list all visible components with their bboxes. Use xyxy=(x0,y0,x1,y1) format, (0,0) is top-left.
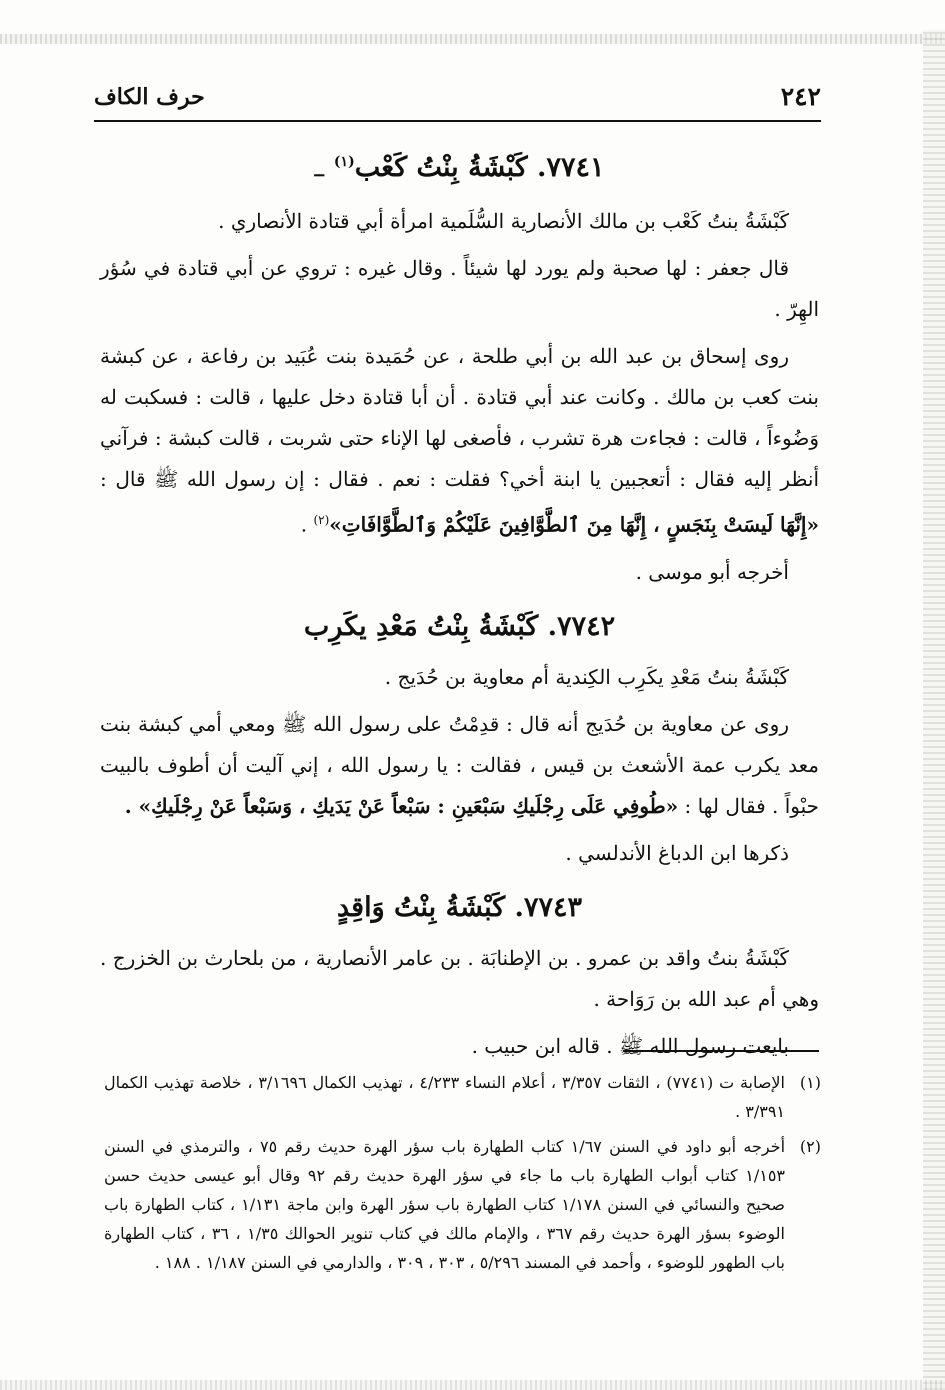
hadith-quote: «إِنَّهَا لَيسَتْ بِنَجَسٍ ، إِنَّهَا مِنَ ٱلطَّوَّافِينَ عَلَيْكُمْ وَٱلطَّوَّافَاتِ» xyxy=(329,512,819,537)
running-title: حرف الكاف xyxy=(94,84,205,110)
footnotes xyxy=(104,1068,821,1283)
entry-paragraph xyxy=(100,704,819,827)
hadith-quote: «طُوفِي عَلَى رِجْلَيكِ سَبْعَينِ : سَبْعاً عَنْ يَدَيكِ ، وَسَبْعاً عَنْ رِجْلَيكِ» . xyxy=(124,793,679,818)
entry-paragraph: كَبْشَةُ بنتُ مَعْدِ يكَرِب الكِندية أم معاوية بن حُدَيج . xyxy=(384,664,789,689)
footnote-number: (٢) xyxy=(799,1137,821,1156)
scan-edge-top xyxy=(0,34,945,44)
entry-paragraph: كَبْشَةُ بنتُ واقد بن عمرو . بن الإطنابَة . بن عامر الأنصارية ، من بلحارث بن الخزرج . وهي أم عبد الله بن رَوَاحة . xyxy=(100,945,819,1011)
entry-paragraph: كَبْشَةُ بنتُ كَعْب بن مالك الأنصارية السُّلَمية امرأة أبي قتادة الأنصاري . xyxy=(218,209,789,233)
entry-paragraph: أخرجه أبو موسى . xyxy=(635,559,789,584)
scan-edge-bottom xyxy=(0,1380,945,1390)
entry-paragraph: روى إسحاق بن عبد الله بن أبي طلحة ، عن حُمَيدة بنت عُبَيد بن رفاعة ، عن كبشة بنت كعب بن مالك . وكانت عند أبي قتادة . أن أبا قتادة دخل عليها ، قالت : فسكبت له وَضُوءاً ، قالت : فجاءت هرة تشرب ، فأصغى لها الإناء حتى شربت ، قالت كبشة : فرآني أنظر إليه فقال : أتعجبين يا ابنة أخي؟ فقلت : نعم . فقال : إن رسول الله ﷺ قال : «إِنَّهَا لَيسَتْ بِنَجَسٍ ، إِنَّهَا مِنَ ٱلطَّوَّافِينَ عَلَيْكُمْ وَٱلطَّوَّافَاتِ»$^{(٢)}$ . xyxy=(100,344,819,537)
footnote-text: الإصابة ت (٧٧٤١) ، الثقات ٣/٣٥٧ ، أعلام النساء ٤/٢٣٣ ، تهذيب الكمال ٣/١٦٩٦ ، خلاصة تهذيب الكمال ٣/٣٩١ . xyxy=(104,1073,786,1121)
entry-paragraph: بايعت رسول الله ﷺ . قاله ابن حبيب . xyxy=(471,1033,789,1058)
entry-paragraph: قال جعفر : لها صحبة ولم يورد لها شيئاً . وقال غيره : تروي عن أبي قتادة في سُؤر الهِرّ . xyxy=(100,256,819,321)
page-header xyxy=(94,80,821,122)
footnote xyxy=(104,1132,821,1277)
entry-title: ٧٧٤٢. كَبْشَةُ بِنْتُ مَعْدِ يكَرِب xyxy=(303,610,616,642)
footnote-text: أخرجه أبو داود في السنن ١/٦٧ كتاب الطهارة باب سؤر الهرة حديث رقم ٧٥ ، والترمذي في السنن ١/١٥٣ كتاب أبواب الطهارة باب ما جاء في سؤر الهرة حديث رقم ٩٢ وقال أبو عيسى حديث حسن صحيح والنسائي في السنن ١/١٧٨ كتاب الطهارة باب سؤر الهرة وابن ماجة ١/١٣١ ، كتاب الطهارة باب الوضوء بسؤر الهرة حديث رقم ٣٦٧ ، والإمام مالك في كتاب تنوير الحوالك ١/٣٥ ، ٣٦ ، كتاب الطهارة باب الطهور للوضوء ، وأحمد في المسند ٥/٢٩٦ ، ٣٠٣ ، ٣٠٩ ، والدارمي في السنن ١/١٨٧ . ١٨٨ . xyxy=(104,1137,786,1272)
footnote-marker: (٢) xyxy=(313,513,330,527)
footnote-marker: (١) xyxy=(333,154,355,170)
entry-title xyxy=(100,140,819,193)
footnote-divider xyxy=(623,1050,819,1052)
entry-title: ٧٧٤٣. كَبْشَةُ بِنْتُ وَاقِدٍ xyxy=(337,891,582,923)
footnote-number: (١) xyxy=(799,1073,821,1092)
narration-text: روى عن معاوية بن حُدَيج أنه قال : قدِمْتُ على رسول الله ﷺ ومعي أمي كبشة بنت معد يكرب عمة الأشعث بن قيس ، فقالت : يا رسول الله ، إني آليت أن أطوف بالبيت حبْواً . فقال لها : xyxy=(100,711,819,818)
scan-edge-right xyxy=(923,30,945,1390)
title-suffix: ــ xyxy=(314,161,324,180)
page-number: ٢٤٢ xyxy=(780,82,821,111)
entry-paragraph: ذكرها ابن الدباغ الأندلسي . xyxy=(565,840,789,865)
entry-title-text: ٧٧٤١. كَبْشَةُ بِنْتُ كَعْب xyxy=(354,152,605,183)
footnote xyxy=(104,1068,821,1126)
page-body xyxy=(100,128,819,1067)
narration-text: روى إسحاق بن عبد الله بن أبي طلحة ، عن حُمَيدة بنت عُبَيد بن رفاعة ، عن كبشة بنت كعب بن مالك . وكانت عند أبي قتادة . أن أبا قتادة دخل عليها ، قالت : فسكبت له وَضُوءاً ، قالت : فجاءت هرة تشرب ، فأصغى لها الإناء حتى شربت ، قالت كبشة : فرآني أنظر إليه فقال : أتعجبين يا ابنة أخي؟ فقلت : نعم . فقال : إن رسول الله ﷺ قال : xyxy=(100,344,819,491)
